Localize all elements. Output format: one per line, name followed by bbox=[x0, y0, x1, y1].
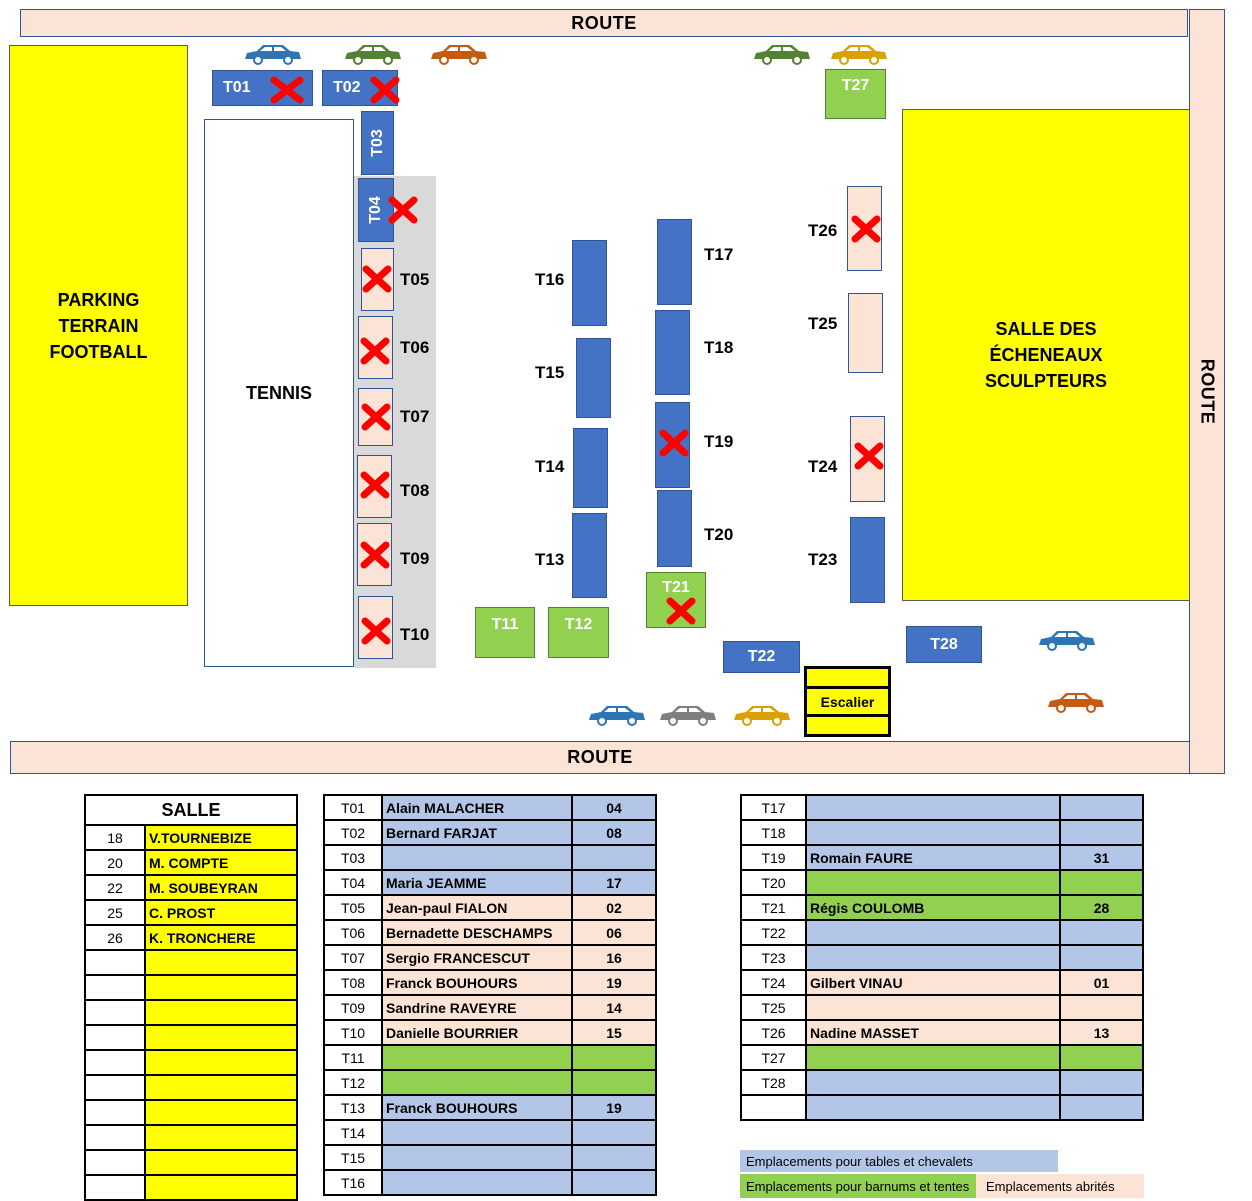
spot-id-cell: T25 bbox=[741, 995, 806, 1020]
unavailable-cross-icon-t24 bbox=[850, 441, 888, 471]
exhibitor-number-cell: 19 bbox=[572, 970, 656, 995]
spot-t06-label: T06 bbox=[400, 338, 430, 357]
exhibitor-name-cell: Maria JEAMME bbox=[382, 870, 572, 895]
salle-exhibitor-number: 22 bbox=[85, 875, 145, 900]
salle-table-row bbox=[85, 1025, 297, 1050]
spot-t27[interactable] bbox=[825, 69, 886, 119]
salle-exhibitor-number bbox=[85, 1075, 145, 1100]
spot-id-cell: T17 bbox=[741, 795, 806, 820]
allocation-row bbox=[324, 1020, 656, 1045]
spot-t07-label: T07 bbox=[400, 407, 430, 426]
road-bottom bbox=[10, 741, 1190, 774]
unavailable-cross-icon-t07 bbox=[357, 402, 395, 432]
spot-t11[interactable] bbox=[475, 607, 535, 658]
tennis-court bbox=[204, 119, 354, 667]
allocation-row bbox=[741, 970, 1143, 995]
spot-t13-label: T13 bbox=[535, 550, 565, 569]
allocation-row bbox=[324, 845, 656, 870]
salle-exhibitor-name bbox=[145, 1050, 297, 1075]
tennis-label: TENNIS bbox=[245, 382, 312, 403]
salle-exhibitor-number bbox=[85, 1125, 145, 1150]
spot-t23[interactable] bbox=[850, 517, 885, 603]
spot-id-cell: T18 bbox=[741, 820, 806, 845]
spot-t11-label: T11 bbox=[491, 616, 519, 633]
spot-id-cell: T23 bbox=[741, 945, 806, 970]
allocation-table-2 bbox=[740, 794, 1144, 1121]
salle-exhibitor-name bbox=[145, 1075, 297, 1100]
allocation-row bbox=[741, 845, 1143, 870]
salle-exhibitor-name bbox=[145, 1150, 297, 1175]
parking-football-zone: PARKING TERRAIN FOOTBALL bbox=[9, 45, 188, 606]
spot-t17-label: T17 bbox=[704, 245, 734, 264]
car-icon-grey-bottom bbox=[658, 703, 718, 727]
salle-table-row bbox=[85, 850, 297, 875]
exhibitor-name-cell bbox=[806, 945, 1060, 970]
exhibitor-number-cell bbox=[572, 1120, 656, 1145]
allocation-row bbox=[324, 895, 656, 920]
spot-id-cell: T11 bbox=[324, 1045, 382, 1070]
stairs bbox=[804, 666, 891, 737]
unavailable-cross-icon-t02 bbox=[366, 75, 404, 105]
spot-id-cell: T24 bbox=[741, 970, 806, 995]
salle-table-row bbox=[85, 825, 297, 850]
exhibitor-number-cell: 08 bbox=[572, 820, 656, 845]
spot-t10-label: T10 bbox=[400, 625, 430, 644]
spot-id-cell: T16 bbox=[324, 1170, 382, 1195]
spot-t20[interactable] bbox=[657, 490, 692, 567]
exhibitor-name-cell: Romain FAURE bbox=[806, 845, 1060, 870]
salle-exhibitor-name bbox=[145, 1100, 297, 1125]
exhibitor-number-cell bbox=[572, 1170, 656, 1195]
spot-id-cell: T03 bbox=[324, 845, 382, 870]
salle-exhibitor-name bbox=[145, 1175, 297, 1200]
stairs-label: Escalier bbox=[820, 693, 875, 710]
allocation-row bbox=[324, 1045, 656, 1070]
exhibitor-name-cell bbox=[806, 870, 1060, 895]
exhibitor-name-cell: Danielle BOURRIER bbox=[382, 1020, 572, 1045]
exhibitor-name-cell: Franck BOUHOURS bbox=[382, 970, 572, 995]
spot-t24-label: T24 bbox=[808, 457, 838, 476]
salle-table-row bbox=[85, 950, 297, 975]
spot-id-cell: T04 bbox=[324, 870, 382, 895]
salle-exhibitor-name: M. SOUBEYRAN bbox=[145, 875, 297, 900]
exhibitor-number-cell: 16 bbox=[572, 945, 656, 970]
car-icon-orange-top bbox=[429, 42, 489, 66]
salle-exhibitor-number: 25 bbox=[85, 900, 145, 925]
unavailable-cross-icon-t26 bbox=[847, 214, 885, 244]
exhibitor-name-cell bbox=[382, 1070, 572, 1095]
exhibitor-number-cell: 01 bbox=[1060, 970, 1143, 995]
road-top bbox=[20, 9, 1188, 37]
unavailable-cross-icon-t19 bbox=[655, 428, 693, 458]
allocation-row bbox=[741, 945, 1143, 970]
exhibitor-name-cell bbox=[382, 1170, 572, 1195]
allocation-row bbox=[324, 920, 656, 945]
exhibitor-name-cell bbox=[806, 795, 1060, 820]
salle-exhibitor-name: C. PROST bbox=[145, 900, 297, 925]
salle-table-row bbox=[85, 925, 297, 950]
exhibitor-name-cell: Nadine MASSET bbox=[806, 1020, 1060, 1045]
exhibitor-name-cell: Sergio FRANCESCUT bbox=[382, 945, 572, 970]
exhibitor-number-cell bbox=[1060, 1045, 1143, 1070]
spot-t21-label: T21 bbox=[662, 579, 690, 596]
exhibitor-number-cell bbox=[572, 1045, 656, 1070]
exhibitor-name-cell: Gilbert VINAU bbox=[806, 970, 1060, 995]
spot-t14[interactable] bbox=[573, 428, 608, 508]
salle-exhibitor-number bbox=[85, 1000, 145, 1025]
spot-t02-label: T02 bbox=[333, 79, 361, 96]
allocation-row bbox=[324, 1070, 656, 1095]
allocation-row bbox=[741, 920, 1143, 945]
spot-id-cell: T26 bbox=[741, 1020, 806, 1045]
legend-pink: Emplacements abrités bbox=[976, 1174, 1144, 1198]
salle-exhibitor-number bbox=[85, 1050, 145, 1075]
spot-t19-label: T19 bbox=[704, 432, 734, 451]
spot-t27-label: T27 bbox=[841, 77, 870, 94]
car-icon-gold-top-right bbox=[829, 42, 889, 66]
spot-id-cell: T28 bbox=[741, 1070, 806, 1095]
salle-exhibitor-number: 18 bbox=[85, 825, 145, 850]
spot-id-cell bbox=[741, 1095, 806, 1120]
exhibitor-number-cell bbox=[1060, 820, 1143, 845]
road-right bbox=[1189, 9, 1225, 774]
exhibitor-number-cell: 31 bbox=[1060, 845, 1143, 870]
spot-id-cell: T14 bbox=[324, 1120, 382, 1145]
salle-exhibitor-number: 20 bbox=[85, 850, 145, 875]
spot-id-cell: T09 bbox=[324, 995, 382, 1020]
exhibitor-number-cell: 02 bbox=[572, 895, 656, 920]
spot-t28-label: T28 bbox=[930, 635, 958, 653]
exhibitor-number-cell: 13 bbox=[1060, 1020, 1143, 1045]
spot-t18[interactable] bbox=[655, 310, 690, 395]
allocation-row bbox=[741, 1045, 1143, 1070]
salle-exhibitor-name bbox=[145, 1125, 297, 1150]
salle-table-row bbox=[85, 875, 297, 900]
spot-id-cell: T10 bbox=[324, 1020, 382, 1045]
spot-t22[interactable] bbox=[723, 641, 800, 673]
exhibitor-name-cell bbox=[382, 845, 572, 870]
salle-table bbox=[84, 794, 298, 1201]
exhibitor-name-cell bbox=[806, 820, 1060, 845]
salle-table-row bbox=[85, 900, 297, 925]
salle-exhibitor-name: M. COMPTE bbox=[145, 850, 297, 875]
spot-id-cell: T12 bbox=[324, 1070, 382, 1095]
exhibitor-name-cell: Bernard FARJAT bbox=[382, 820, 572, 845]
exhibitor-name-cell: Sandrine RAVEYRE bbox=[382, 995, 572, 1020]
exhibitor-name-cell bbox=[806, 1045, 1060, 1070]
exhibitor-number-cell bbox=[572, 845, 656, 870]
spot-id-cell: T02 bbox=[324, 820, 382, 845]
salle-table-row bbox=[85, 975, 297, 1000]
exhibitor-name-cell bbox=[806, 1070, 1060, 1095]
exhibitor-name-cell: Jean-paul FIALON bbox=[382, 895, 572, 920]
unavailable-cross-icon-t08 bbox=[356, 470, 394, 500]
allocation-row bbox=[741, 1020, 1143, 1045]
spot-t05-label: T05 bbox=[400, 270, 430, 289]
spot-id-cell: T13 bbox=[324, 1095, 382, 1120]
spot-t26-label: T26 bbox=[808, 221, 838, 240]
exhibitor-number-cell: 17 bbox=[572, 870, 656, 895]
allocation-row bbox=[324, 970, 656, 995]
road-bottom-label: ROUTE bbox=[567, 747, 633, 767]
allocation-row bbox=[741, 895, 1143, 920]
allocation-table-1 bbox=[323, 794, 657, 1196]
allocation-row bbox=[324, 1170, 656, 1195]
spot-t12-label: T12 bbox=[564, 616, 593, 633]
salle-exhibitor-number bbox=[85, 1100, 145, 1125]
exhibitor-number-cell bbox=[572, 1070, 656, 1095]
unavailable-cross-icon-t04 bbox=[384, 195, 422, 225]
salle-exhibitor-number bbox=[85, 1025, 145, 1050]
allocation-row bbox=[324, 870, 656, 895]
unavailable-cross-icon-t09 bbox=[356, 540, 394, 570]
spot-t15-label: T15 bbox=[535, 363, 565, 382]
exhibitor-number-cell bbox=[1060, 1095, 1143, 1120]
spot-id-cell: T15 bbox=[324, 1145, 382, 1170]
car-icon-gold-bottom bbox=[732, 703, 792, 727]
salle-table-row bbox=[85, 1000, 297, 1025]
salle-exhibitor-name: K. TRONCHERE bbox=[145, 925, 297, 950]
exhibitor-number-cell bbox=[1060, 1070, 1143, 1095]
spot-id-cell: T06 bbox=[324, 920, 382, 945]
exhibitor-number-cell bbox=[572, 1145, 656, 1170]
exhibitor-name-cell bbox=[806, 1095, 1060, 1120]
exhibitor-name-cell: Bernadette DESCHAMPS bbox=[382, 920, 572, 945]
legend-blue: Emplacements pour tables et chevalets bbox=[740, 1150, 1058, 1172]
spot-t17[interactable] bbox=[657, 219, 692, 305]
salle-exhibitor-number bbox=[85, 1175, 145, 1200]
spot-t23-label: T23 bbox=[808, 550, 838, 569]
allocation-row bbox=[741, 795, 1143, 820]
allocation-row bbox=[324, 795, 656, 820]
spot-t16[interactable] bbox=[572, 240, 607, 326]
salle-table-row bbox=[85, 1050, 297, 1075]
salle-table-row bbox=[85, 1075, 297, 1100]
car-icon-green-top bbox=[343, 42, 403, 66]
salle-exhibitor-name bbox=[145, 1000, 297, 1025]
spot-id-cell: T22 bbox=[741, 920, 806, 945]
allocation-row bbox=[741, 1070, 1143, 1095]
exhibitor-number-cell: 19 bbox=[572, 1095, 656, 1120]
spot-t04-label: T04 bbox=[366, 196, 384, 224]
salle-exhibitor-number bbox=[85, 950, 145, 975]
allocation-row bbox=[741, 995, 1143, 1020]
spot-t15[interactable] bbox=[576, 338, 611, 418]
salle-exhibitor-name bbox=[145, 950, 297, 975]
spot-id-cell: T20 bbox=[741, 870, 806, 895]
unavailable-cross-icon-t21 bbox=[662, 596, 700, 626]
car-icon-blue-top bbox=[243, 42, 303, 66]
exhibitor-number-cell bbox=[1060, 870, 1143, 895]
spot-t03-label: T03 bbox=[368, 129, 386, 157]
salle-exhibitor-number bbox=[85, 975, 145, 1000]
spot-id-cell: T27 bbox=[741, 1045, 806, 1070]
spot-t13[interactable] bbox=[572, 513, 607, 598]
exhibitor-name-cell: Franck BOUHOURS bbox=[382, 1095, 572, 1120]
allocation-row bbox=[741, 870, 1143, 895]
allocation-row bbox=[324, 945, 656, 970]
car-icon-blue-bottom bbox=[587, 703, 647, 727]
exhibitor-number-cell: 06 bbox=[572, 920, 656, 945]
car-icon-green-top-right bbox=[752, 42, 812, 66]
salle-echeneaux-building: SALLE DES ÉCHENEAUX SCULPTEURS bbox=[902, 109, 1190, 601]
salle-exhibitor-name bbox=[145, 975, 297, 1000]
salle-table-row bbox=[85, 1100, 297, 1125]
exhibitor-name-cell bbox=[382, 1120, 572, 1145]
exhibitor-number-cell: 04 bbox=[572, 795, 656, 820]
exhibitor-name-cell bbox=[382, 1145, 572, 1170]
salle-exhibitor-name: V.TOURNEBIZE bbox=[145, 825, 297, 850]
unavailable-cross-icon-t05 bbox=[358, 264, 396, 294]
spot-t08-label: T08 bbox=[400, 481, 430, 500]
spot-t25-label: T25 bbox=[808, 314, 838, 333]
spot-t18-label: T18 bbox=[704, 338, 734, 357]
spot-id-cell: T01 bbox=[324, 795, 382, 820]
exhibitor-name-cell bbox=[806, 995, 1060, 1020]
exhibitor-name-cell bbox=[806, 920, 1060, 945]
legend-green: Emplacements pour barnums et tentes bbox=[740, 1174, 976, 1198]
spot-id-cell: T08 bbox=[324, 970, 382, 995]
exhibitor-number-cell: 28 bbox=[1060, 895, 1143, 920]
spot-id-cell: T21 bbox=[741, 895, 806, 920]
exhibitor-number-cell bbox=[1060, 995, 1143, 1020]
car-icon-blue-right bbox=[1037, 628, 1097, 652]
allocation-row bbox=[324, 1120, 656, 1145]
exhibitor-number-cell bbox=[1060, 920, 1143, 945]
spot-t12[interactable] bbox=[548, 607, 609, 658]
salle-exhibitor-number: 26 bbox=[85, 925, 145, 950]
salle-table-row bbox=[85, 1125, 297, 1150]
exhibitor-number-cell bbox=[1060, 795, 1143, 820]
exhibitor-number-cell bbox=[1060, 945, 1143, 970]
spot-t28[interactable] bbox=[906, 626, 982, 663]
unavailable-cross-icon-t10 bbox=[357, 616, 395, 646]
salle-exhibitor-number bbox=[85, 1150, 145, 1175]
spot-t20-label: T20 bbox=[704, 525, 734, 544]
exhibitor-number-cell: 15 bbox=[572, 1020, 656, 1045]
stairs-step-bottom bbox=[807, 714, 888, 717]
exhibitor-number-cell: 14 bbox=[572, 995, 656, 1020]
spot-t25[interactable] bbox=[848, 293, 883, 373]
spot-t14-label: T14 bbox=[535, 457, 565, 476]
salle-exhibitor-name bbox=[145, 1025, 297, 1050]
exhibitor-name-cell: Régis COULOMB bbox=[806, 895, 1060, 920]
road-top-label: ROUTE bbox=[571, 12, 637, 33]
spot-id-cell: T19 bbox=[741, 845, 806, 870]
spot-t16-label: T16 bbox=[535, 270, 565, 289]
salle-table-row bbox=[85, 1150, 297, 1175]
spot-t01-label: T01 bbox=[223, 79, 251, 96]
allocation-row bbox=[324, 1145, 656, 1170]
allocation-row bbox=[324, 820, 656, 845]
salle-table-header: SALLE bbox=[85, 795, 297, 825]
allocation-row bbox=[741, 820, 1143, 845]
salle-table-row bbox=[85, 1175, 297, 1200]
allocation-row bbox=[324, 1095, 656, 1120]
spot-id-cell: T05 bbox=[324, 895, 382, 920]
spot-t03[interactable] bbox=[361, 111, 394, 175]
allocation-row bbox=[324, 995, 656, 1020]
unavailable-cross-icon-t01 bbox=[268, 75, 306, 105]
exhibitor-name-cell: Alain MALACHER bbox=[382, 795, 572, 820]
unavailable-cross-icon-t06 bbox=[356, 336, 394, 366]
exhibitor-name-cell bbox=[382, 1045, 572, 1070]
road-right-label: ROUTE bbox=[1197, 358, 1218, 425]
car-icon-orange-right bbox=[1046, 690, 1106, 714]
spot-t22-label: T22 bbox=[747, 648, 776, 665]
spot-id-cell: T07 bbox=[324, 945, 382, 970]
spot-t09-label: T09 bbox=[400, 549, 430, 568]
allocation-row bbox=[741, 1095, 1143, 1120]
